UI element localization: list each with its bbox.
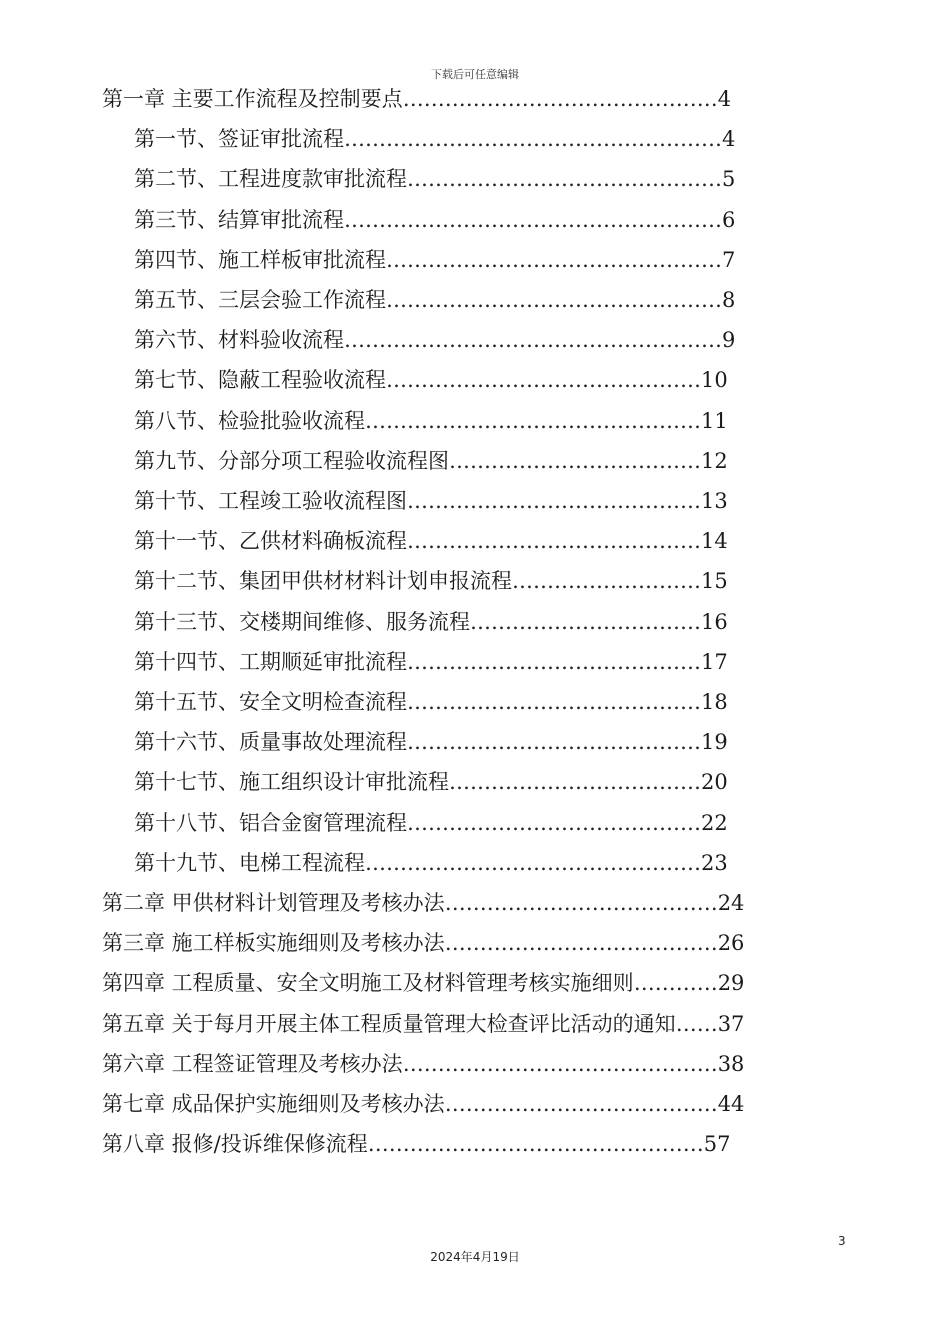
toc-entry-title: 第十四节、工期顺延审批流程 xyxy=(134,649,407,674)
toc-entry-page: 22 xyxy=(701,810,728,835)
toc-entry[interactable] xyxy=(134,321,735,359)
toc-entry-page: 14 xyxy=(701,529,728,554)
toc-leader-dots: …… xyxy=(675,1011,718,1036)
toc-leader-dots: ………………………………………… xyxy=(365,408,701,433)
toc-leader-dots: ………………………………… xyxy=(444,931,718,956)
toc-entry-title: 第六章 工程签证管理及考核办法 xyxy=(102,1051,403,1076)
toc-entry-title: 第十七节、施工组织设计审批流程 xyxy=(134,770,449,795)
toc-leader-dots: …………………………………… xyxy=(407,810,701,835)
toc-entry[interactable] xyxy=(134,522,728,560)
toc-entry-title: 第二节、工程进度款审批流程 xyxy=(134,167,407,192)
toc-entry-page: 8 xyxy=(722,288,736,312)
toc-leader-dots: ……………………………………… xyxy=(407,167,722,192)
toc-leader-dots: ………………………………………… xyxy=(386,247,722,272)
toc-leader-dots: …………………………………… xyxy=(407,649,701,674)
toc-entry-page: 12 xyxy=(701,448,728,473)
toc-entry-title: 第十九节、电梯工程流程 xyxy=(134,850,365,875)
toc-entry-title: 第十六节、质量事故处理流程 xyxy=(134,730,407,755)
toc-entry-title: 第十八节、铝合金窗管理流程 xyxy=(134,810,407,835)
toc-entry[interactable] xyxy=(134,763,728,801)
toc-entry-title: 第十节、工程竣工验收流程图 xyxy=(134,489,407,513)
toc-entry[interactable] xyxy=(134,442,728,480)
toc-entry-page: 23 xyxy=(701,850,728,875)
toc-entry[interactable] xyxy=(134,844,728,882)
toc-entry-page: 4 xyxy=(717,87,732,111)
toc-entry-page: 17 xyxy=(701,649,728,674)
toc-entry[interactable] xyxy=(102,964,744,1002)
toc-entry[interactable] xyxy=(102,1125,730,1163)
toc-entry-page: 18 xyxy=(701,690,728,714)
toc-entry-page: 5 xyxy=(722,167,736,192)
toc-entry[interactable] xyxy=(102,1005,744,1043)
toc-entry-page: 26 xyxy=(717,931,745,956)
footer-date: 2024年4月19日 xyxy=(430,1250,520,1264)
toc-leader-dots: ……………………………………………… xyxy=(344,207,722,232)
toc-entry[interactable] xyxy=(134,562,728,600)
toc-entry-title: 第二章 甲供材料计划管理及考核办法 xyxy=(102,891,445,915)
toc-entry-title: 第十三节、交楼期间维修、服务流程 xyxy=(134,609,470,634)
toc-entry[interactable] xyxy=(134,723,728,761)
toc-leader-dots: ……………………………… xyxy=(449,448,701,473)
toc-entry[interactable] xyxy=(134,804,728,842)
toc-entry[interactable] xyxy=(102,1045,744,1083)
toc-leader-dots: …………………………………… xyxy=(407,529,701,554)
toc-entry-page: 7 xyxy=(722,247,736,272)
toc-leader-dots: ……………………………………… xyxy=(402,1051,718,1076)
toc-entry-page: 37 xyxy=(717,1011,745,1036)
toc-leader-dots: …………………………… xyxy=(470,609,701,634)
toc-leader-dots: …………………………………… xyxy=(407,730,701,755)
toc-entry[interactable] xyxy=(134,402,728,440)
toc-entry[interactable] xyxy=(134,120,735,158)
toc-entry-title: 第三章 施工样板实施细则及考核办法 xyxy=(102,931,445,956)
toc-entry[interactable] xyxy=(134,683,728,721)
toc-entry-page: 38 xyxy=(717,1051,745,1076)
toc-entry-title: 第十一节、乙供材料确板流程 xyxy=(134,529,407,554)
toc-entry-title: 第十二节、集团甲供材材料计划申报流程 xyxy=(134,569,512,594)
toc-entry-page: 44 xyxy=(717,1092,745,1116)
toc-entry[interactable] xyxy=(134,643,728,681)
toc-entry[interactable] xyxy=(134,603,728,641)
toc-entry-page: 10 xyxy=(701,368,728,393)
toc-entry-title: 第四章 工程质量、安全文明施工及材料管理考核实施细则 xyxy=(102,971,634,996)
toc-entry-title: 第一章 主要工作流程及控制要点 xyxy=(102,87,403,111)
toc-entry-page: 57 xyxy=(703,1132,731,1157)
toc-entry-title: 第七节、隐蔽工程验收流程 xyxy=(134,368,386,393)
toc-leader-dots: ………………………………………… xyxy=(386,288,722,312)
toc-leader-dots: …………………………………… xyxy=(407,690,701,714)
toc-entry[interactable] xyxy=(102,884,744,922)
toc-leader-dots: ………………………………… xyxy=(444,891,718,915)
toc-entry-page: 11 xyxy=(701,408,728,433)
toc-entry-page: 20 xyxy=(701,770,728,795)
toc-entry-title: 第五章 关于每月开展主体工程质量管理大检查评比活动的通知 xyxy=(102,1011,676,1036)
toc-entry-page: 19 xyxy=(701,730,728,755)
toc-entry[interactable] xyxy=(134,160,735,198)
header-note: 下载后可任意编辑 xyxy=(431,68,519,81)
toc-entry-page: 15 xyxy=(701,569,728,594)
toc-entry[interactable] xyxy=(134,361,728,399)
toc-leader-dots: ………………………………… xyxy=(444,1092,718,1116)
toc-entry-page: 6 xyxy=(722,207,736,232)
toc-entry-page: 16 xyxy=(701,609,728,634)
page-number: 3 xyxy=(838,1234,846,1248)
toc-entry-title: 第五节、三层会验工作流程 xyxy=(134,288,386,312)
toc-leader-dots: ……………………………………… xyxy=(402,87,718,111)
toc-leader-dots: …………………………………… xyxy=(407,489,701,513)
toc-leader-dots: ……………………… xyxy=(512,569,701,594)
toc-entry-page: 13 xyxy=(701,489,728,513)
toc-entry-title: 第七章 成品保护实施细则及考核办法 xyxy=(102,1092,445,1116)
toc-entry-title: 第八章 报修/投诉维保修流程 xyxy=(102,1132,368,1157)
toc-entry[interactable] xyxy=(102,1085,744,1123)
toc-entry-page: 24 xyxy=(717,891,745,915)
toc-leader-dots: ……………………………………… xyxy=(386,368,701,393)
toc-leader-dots: ……………………………… xyxy=(449,770,701,795)
toc-entry[interactable] xyxy=(134,241,735,279)
toc-entry-title: 第六节、材料验收流程 xyxy=(134,328,344,353)
toc-entry-page: 4 xyxy=(722,127,736,152)
toc-entry-title: 第三节、结算审批流程 xyxy=(134,207,344,232)
toc-leader-dots: ………… xyxy=(633,971,718,996)
toc-entry-title: 第一节、签证审批流程 xyxy=(134,127,344,152)
toc-entry-title: 第八节、检验批验收流程 xyxy=(134,408,365,433)
toc-entry[interactable] xyxy=(102,80,731,118)
toc-leader-dots: ……………………………………………… xyxy=(344,127,722,152)
toc-leader-dots: ………………………………………… xyxy=(367,1132,704,1157)
toc-entry[interactable] xyxy=(134,482,728,520)
toc-entry-title: 第四节、施工样板审批流程 xyxy=(134,247,386,272)
toc-leader-dots: ………………………………………… xyxy=(365,850,701,875)
toc-entry[interactable] xyxy=(134,201,735,239)
toc-entry-page: 9 xyxy=(722,328,736,353)
toc-entry-title: 第九节、分部分项工程验收流程图 xyxy=(134,448,449,473)
toc-entry-page: 29 xyxy=(717,971,745,996)
toc-entry[interactable] xyxy=(102,924,744,962)
toc-entry[interactable] xyxy=(134,281,735,319)
toc-entry-title: 第十五节、安全文明检查流程 xyxy=(134,690,407,714)
toc-leader-dots: ……………………………………………… xyxy=(344,328,722,353)
